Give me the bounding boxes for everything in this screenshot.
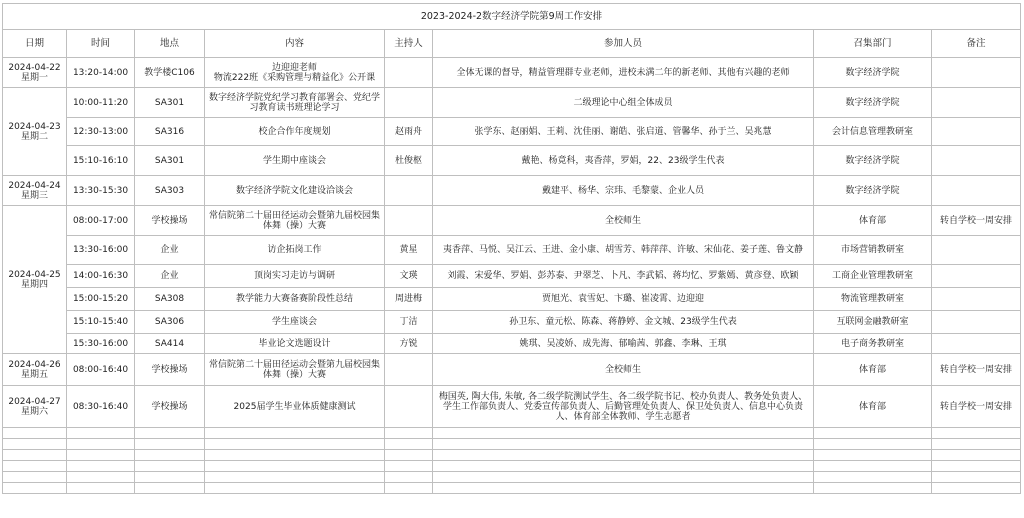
note-cell — [932, 146, 1021, 176]
empty-cell — [3, 461, 67, 472]
weekday-text: 星期六 — [20, 406, 48, 417]
note-cell: 转自学校一周安排 — [932, 206, 1021, 236]
empty-cell — [433, 472, 814, 483]
content-cell: 教学能力大赛备赛阶段性总结 — [205, 288, 385, 311]
note-cell: 转自学校一周安排 — [932, 386, 1021, 428]
attendees-cell: 戴建平、杨华、宗玮、毛黎蒙、企业人员 — [433, 176, 814, 206]
header-row — [3, 30, 1021, 58]
empty-cell — [932, 461, 1021, 472]
content-cell: 数字经济学院党纪学习教育部署会、党纪学习教育读书班理论学习 — [205, 88, 385, 118]
empty-cell — [814, 439, 932, 450]
note-cell — [932, 334, 1021, 354]
place-cell: 教学楼C106 — [135, 58, 205, 88]
note-cell — [932, 311, 1021, 334]
empty-row — [3, 450, 1021, 461]
place-cell: 学校操场 — [135, 386, 205, 428]
date-text: 2024-04-27 — [8, 396, 61, 407]
time-cell: 13:20-14:00 — [67, 58, 135, 88]
dept-cell: 数字经济学院 — [814, 176, 932, 206]
dept-cell: 物流管理教研室 — [814, 288, 932, 311]
dept-cell: 体育部 — [814, 206, 932, 236]
host-cell: 周进梅 — [385, 288, 433, 311]
content-cell: 常信院第二十届田径运动会暨第九届校园集体舞（操）大赛 — [205, 354, 385, 386]
date-cell — [3, 206, 67, 354]
empty-cell — [385, 461, 433, 472]
empty-cell — [3, 472, 67, 483]
table-row — [3, 288, 1021, 311]
empty-cell — [135, 450, 205, 461]
table-row — [3, 58, 1021, 88]
dept-cell: 数字经济学院 — [814, 58, 932, 88]
dept-cell: 数字经济学院 — [814, 88, 932, 118]
attendees-cell: 夷香萍、马悦、吴江云、王进、金小康、胡雪芳、韩萍萍、许敏、宋仙花、姜子莲、鲁文静 — [433, 236, 814, 265]
attendees-cell: 二级理论中心组全体成员 — [433, 88, 814, 118]
empty-cell — [67, 472, 135, 483]
empty-cell — [67, 450, 135, 461]
dept-cell: 互联网金融教研室 — [814, 311, 932, 334]
empty-cell — [433, 428, 814, 439]
empty-cell — [135, 428, 205, 439]
empty-cell — [67, 483, 135, 494]
table-row — [3, 265, 1021, 288]
note-cell — [932, 236, 1021, 265]
date-text: 2024-04-25 — [8, 269, 61, 280]
empty-cell — [205, 450, 385, 461]
host-cell — [385, 176, 433, 206]
time-cell: 08:00-16:40 — [67, 354, 135, 386]
note-cell — [932, 118, 1021, 146]
dept-cell: 会计信息管理教研室 — [814, 118, 932, 146]
content-cell: 顶岗实习走访与调研 — [205, 265, 385, 288]
empty-cell — [932, 428, 1021, 439]
empty-row — [3, 483, 1021, 494]
time-cell: 08:30-16:40 — [67, 386, 135, 428]
content-cell: 访企拓岗工作 — [205, 236, 385, 265]
empty-cell — [814, 461, 932, 472]
schedule-table — [2, 3, 1021, 494]
empty-cell — [205, 461, 385, 472]
empty-cell — [433, 461, 814, 472]
attendees-cell: 戴艳、杨竟科，夷香萍，罗娟，22、23级学生代表 — [433, 146, 814, 176]
empty-cell — [67, 461, 135, 472]
time-cell: 13:30-15:30 — [67, 176, 135, 206]
host-cell — [385, 88, 433, 118]
attendees-cell: 梅国英, 陶大伟, 朱敏, 各二级学院测试学生、各二级学院书记、校办负责人、教务处负责人、学生工作部负责人、党委宣传部负责人、后勤管理处负责人、保卫处负责人、信息中心负责人、体育部全体教师、学生志愿者 — [433, 386, 814, 428]
attendees-cell: 孙卫东、童元松、陈森、蒋静婷、金文城、23级学生代表 — [433, 311, 814, 334]
content-cell: 数字经济学院文化建设洽谈会 — [205, 176, 385, 206]
time-cell: 15:30-16:00 — [67, 334, 135, 354]
attendees-cell: 全校师生 — [433, 354, 814, 386]
time-cell: 15:10-15:40 — [67, 311, 135, 334]
empty-cell — [814, 428, 932, 439]
host-cell: 杜俊枢 — [385, 146, 433, 176]
empty-cell — [385, 483, 433, 494]
date-text: 2024-04-26 — [8, 359, 61, 370]
content-cell: 边迎迎老师 物流222班《采购管理与精益化》公开课 — [205, 58, 385, 88]
weekday-text: 星期二 — [20, 131, 48, 142]
empty-cell — [433, 439, 814, 450]
empty-cell — [385, 428, 433, 439]
empty-cell — [135, 483, 205, 494]
col-place-header: 地点 — [135, 30, 205, 58]
weekday-text: 星期一 — [20, 72, 48, 83]
table-row — [3, 176, 1021, 206]
content-cell: 校企合作年度规划 — [205, 118, 385, 146]
host-cell: 黄星 — [385, 236, 433, 265]
date-cell — [3, 88, 67, 176]
time-cell: 15:10-16:10 — [67, 146, 135, 176]
empty-cell — [385, 450, 433, 461]
sheet-title: 2023-2024-2数字经济学院第9周工作安排 — [3, 4, 1021, 30]
time-cell: 15:00-15:20 — [67, 288, 135, 311]
place-cell: SA316 — [135, 118, 205, 146]
empty-cell — [67, 439, 135, 450]
weekday-text: 星期五 — [20, 369, 48, 380]
dept-cell: 电子商务教研室 — [814, 334, 932, 354]
table-row — [3, 88, 1021, 118]
empty-cell — [932, 439, 1021, 450]
content-cell: 学生期中座谈会 — [205, 146, 385, 176]
dept-cell: 工商企业管理教研室 — [814, 265, 932, 288]
date-cell — [3, 386, 67, 428]
note-cell — [932, 88, 1021, 118]
place-cell: 企业 — [135, 236, 205, 265]
place-cell: SA306 — [135, 311, 205, 334]
table-row — [3, 386, 1021, 428]
host-cell — [385, 206, 433, 236]
content-cell: 毕业论文选题设计 — [205, 334, 385, 354]
host-cell — [385, 386, 433, 428]
table-row — [3, 206, 1021, 236]
empty-cell — [814, 450, 932, 461]
time-cell: 10:00-11:20 — [67, 88, 135, 118]
place-cell: SA414 — [135, 334, 205, 354]
host-cell: 赵雨舟 — [385, 118, 433, 146]
empty-cell — [3, 450, 67, 461]
empty-cell — [433, 483, 814, 494]
empty-cell — [3, 483, 67, 494]
place-cell: SA308 — [135, 288, 205, 311]
place-cell: SA303 — [135, 176, 205, 206]
content-cell: 学生座谈会 — [205, 311, 385, 334]
place-cell: 学校操场 — [135, 354, 205, 386]
time-cell: 13:30-16:00 — [67, 236, 135, 265]
table-row — [3, 354, 1021, 386]
attendees-cell: 张学东、赵丽娟、王莉、沈佳丽、谢皓、张启道、管馨华、孙于兰、吴兆慧 — [433, 118, 814, 146]
empty-cell — [385, 439, 433, 450]
date-text: 2024-04-22 — [8, 62, 61, 73]
weekday-text: 星期三 — [20, 190, 48, 201]
table-row — [3, 236, 1021, 265]
attendees-cell: 全校师生 — [433, 206, 814, 236]
empty-row — [3, 461, 1021, 472]
table-row — [3, 334, 1021, 354]
attendees-cell: 刘霞、宋爱华、罗娟、彭苏泰、尹翠芝、卜凡、李武韬、蒋均忆、罗紫嫣、黄彦登、欧颖 — [433, 265, 814, 288]
empty-cell — [814, 483, 932, 494]
empty-cell — [135, 461, 205, 472]
attendees-cell: 贾旭光、袁雪妃、卞璐、崔凌霄、边迎迎 — [433, 288, 814, 311]
place-cell: SA301 — [135, 146, 205, 176]
place-cell: SA301 — [135, 88, 205, 118]
content-cell: 常信院第二十届田径运动会暨第九届校园集体舞（操）大赛 — [205, 206, 385, 236]
dept-cell: 市场营销教研室 — [814, 236, 932, 265]
date-cell — [3, 176, 67, 206]
host-cell — [385, 354, 433, 386]
weekday-text: 星期四 — [20, 279, 48, 290]
host-cell: 文瑛 — [385, 265, 433, 288]
empty-cell — [932, 450, 1021, 461]
dept-cell: 体育部 — [814, 354, 932, 386]
empty-cell — [932, 472, 1021, 483]
empty-cell — [205, 428, 385, 439]
empty-cell — [433, 450, 814, 461]
empty-cell — [205, 483, 385, 494]
place-cell: 学校操场 — [135, 206, 205, 236]
dept-cell: 数字经济学院 — [814, 146, 932, 176]
col-time-header: 时间 — [67, 30, 135, 58]
col-attendees-header: 参加人员 — [433, 30, 814, 58]
col-note-header: 备注 — [932, 30, 1021, 58]
empty-cell — [205, 472, 385, 483]
host-cell — [385, 58, 433, 88]
date-cell — [3, 354, 67, 386]
empty-cell — [205, 439, 385, 450]
date-cell — [3, 58, 67, 88]
attendees-cell: 全体无课的督导，精益管理群专业老师，进校未满二年的新老师、其他有兴趣的老师 — [433, 58, 814, 88]
empty-row — [3, 472, 1021, 483]
table-row — [3, 118, 1021, 146]
empty-row — [3, 428, 1021, 439]
host-cell: 方锐 — [385, 334, 433, 354]
empty-row — [3, 439, 1021, 450]
empty-cell — [932, 483, 1021, 494]
empty-cell — [135, 439, 205, 450]
empty-cell — [814, 472, 932, 483]
note-cell — [932, 288, 1021, 311]
note-cell — [932, 58, 1021, 88]
empty-cell — [135, 472, 205, 483]
table-row — [3, 311, 1021, 334]
time-cell: 14:00-16:30 — [67, 265, 135, 288]
empty-cell — [3, 428, 67, 439]
table-row — [3, 146, 1021, 176]
place-cell: 企业 — [135, 265, 205, 288]
col-host-header: 主持人 — [385, 30, 433, 58]
empty-cell — [385, 472, 433, 483]
date-text: 2024-04-23 — [8, 121, 61, 132]
note-cell: 转自学校一周安排 — [932, 354, 1021, 386]
col-date-header: 日期 — [3, 30, 67, 58]
content-cell: 2025届学生毕业体质健康测试 — [205, 386, 385, 428]
note-cell — [932, 176, 1021, 206]
col-content-header: 内容 — [205, 30, 385, 58]
col-dept-header: 召集部门 — [814, 30, 932, 58]
attendees-cell: 姚琪、吴凌娇、成先海、郁喻茜、郭鑫、李琳、王琪 — [433, 334, 814, 354]
empty-cell — [3, 439, 67, 450]
date-text: 2024-04-24 — [8, 180, 61, 191]
dept-cell: 体育部 — [814, 386, 932, 428]
time-cell: 12:30-13:00 — [67, 118, 135, 146]
empty-cell — [67, 428, 135, 439]
note-cell — [932, 265, 1021, 288]
host-cell: 丁洁 — [385, 311, 433, 334]
time-cell: 08:00-17:00 — [67, 206, 135, 236]
